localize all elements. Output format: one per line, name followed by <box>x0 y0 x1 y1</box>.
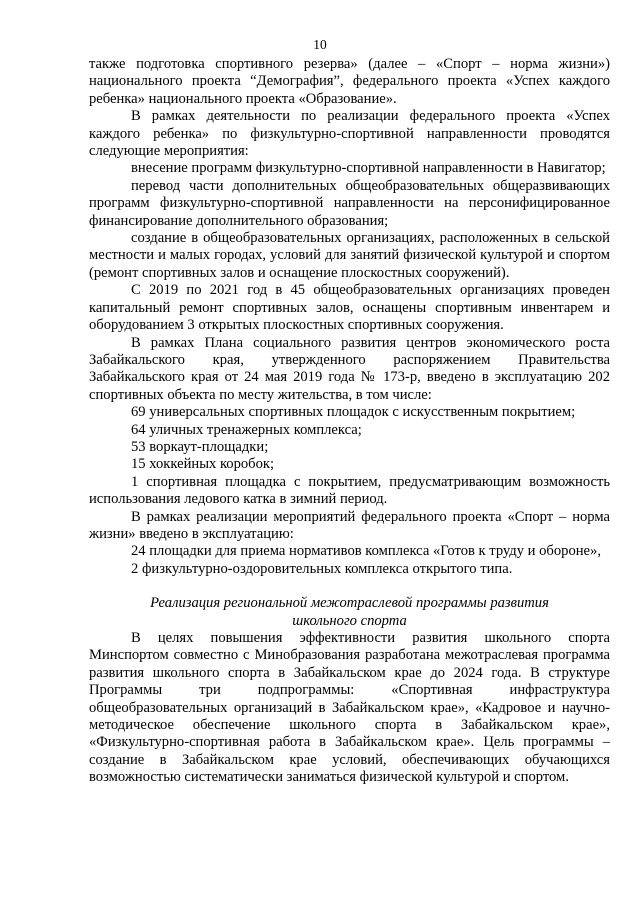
list-item: 15 хоккейных коробок; <box>131 456 275 473</box>
list-item: 1 спортивная площадка с покрытием, предусматривающим возможность использования ледового катка в зимний период. <box>89 473 610 508</box>
paragraph: В целях повышения эффективности развития школьного спорта Минспортом совместно с Минобразования разработана межотраслевая программа развития школьного спорта в Забайкальском крае до 2024 года. В структуре Программы три подпрограммы: «Спортивная инфраструктура общеобразовательных организаций в Забайкальском крае», «Кадровое и научно-методическое обеспечение школьного спорта в Забайкальском крае», «Физкультурно-спортивная работа в Забайкальском крае». Цель программы – создание в Забайкальском крае условий, обеспечивающих обучающихся возможностью систематически заниматься физической культурой и спортом. <box>89 630 610 786</box>
list-item: создание в общеобразовательных организациях, расположенных в сельской местности и малых городах, условий для занятий физической культурой и спортом (ремонт спортивных залов и оснащение плоскостных сооружений). <box>89 230 610 281</box>
page-number: 10 <box>313 37 327 52</box>
paragraph: В рамках реализации мероприятий федерального проекта «Спорт – норма жизни» введено в эксплуатацию: <box>89 508 610 542</box>
spacer <box>89 578 610 595</box>
list-item: 64 уличных тренажерных комплекса; <box>131 421 362 438</box>
list-item: 2 физкультурно-оздоровительных комплекса открытого типа. <box>131 560 513 577</box>
paragraph: В рамках Плана социального развития центров экономического роста Забайкальского края, утвержденного распоряжением Правительства Забайкальского края от 24 мая 2019 года № 173-р, введено в эксплуатацию 202 спортивных объекта по месту жительства, в том числе: <box>89 334 610 403</box>
list-item: 69 универсальных спортивных площадок с искусственным покрытием; <box>131 404 576 421</box>
list-item: 24 площадки для приема нормативов комплекса «Готов к труду и обороне», <box>131 543 601 560</box>
list-item: внесение программ физкультурно-спортивной направленности в Навигатор; <box>131 160 606 177</box>
list-item: 53 воркаут-площадки; <box>131 438 269 455</box>
document-body <box>89 56 610 787</box>
paragraph: В рамках деятельности по реализации федерального проекта «Успех каждого ребенка» по физкультурно-спортивной направленности проводятся следующие мероприятия: <box>89 108 610 160</box>
section-heading-line-1: Реализация региональной межотраслевой программы развития <box>150 595 549 612</box>
paragraph: С 2019 по 2021 год в 45 общеобразовательных организациях проведен капитальный ремонт спортивных залов, оснащены спортивным инвентарем и оборудованием 3 открытых плоскостных спортивных сооружения. <box>89 282 610 334</box>
paragraph: также подготовка спортивного резерва» (далее – «Спорт – норма жизни») национального проекта “Демография”, федерального проекта «Успех каждого ребенка» национального проекта «Образование». <box>89 56 610 107</box>
section-heading-line-2: школьного спорта <box>292 612 407 629</box>
list-item: перевод части дополнительных общеобразовательных общеразвивающих программ физкультурно-спортивной направленности на персонифицированное финансирование дополнительного образования; <box>89 177 610 229</box>
section-heading <box>89 595 610 630</box>
